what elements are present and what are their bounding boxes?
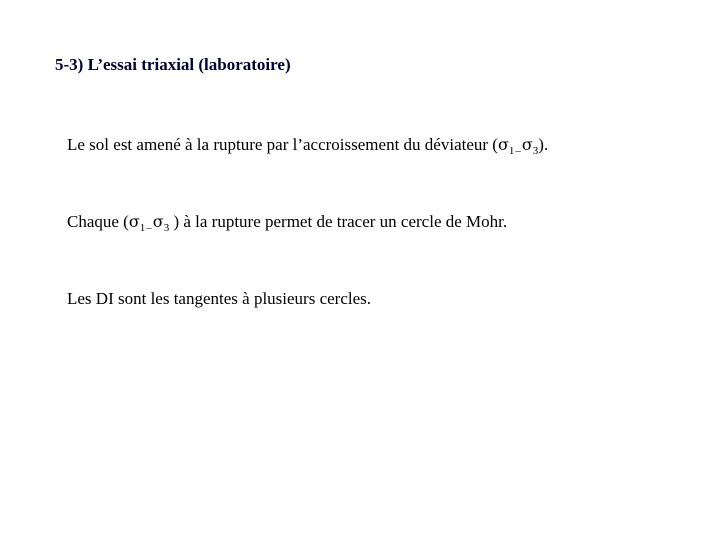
sigma-1-symbol: σ — [497, 135, 509, 154]
paragraph-mohr-circle — [67, 212, 507, 234]
sigma-3-subscript: 3 — [532, 145, 539, 157]
paragraph-tangents: Les DI sont les tangentes à plusieurs cercles. — [67, 289, 372, 308]
minus-sign: – — [146, 222, 152, 234]
paragraph-deviator — [67, 135, 548, 157]
paragraph-mohr-end: ) à la rupture permet de tracer un cercle de Mohr. — [169, 212, 508, 231]
sigma-1-subscript: 1 — [139, 222, 146, 234]
sigma-3-symbol: σ — [521, 135, 533, 154]
sigma-1-symbol: σ — [128, 212, 140, 231]
paragraph-deviator-end: ). — [538, 135, 549, 154]
sigma-3-symbol: σ — [152, 212, 164, 231]
minus-sign: – — [515, 145, 521, 157]
paragraph-mohr-text: Chaque ( — [67, 212, 129, 231]
paragraph-deviator-text: Le sol est amené à la rupture par l’accroissement du déviateur ( — [67, 135, 498, 154]
slide-title: 5-3) L’essai triaxial (laboratoire) — [55, 55, 291, 74]
sigma-1-subscript: 1 — [508, 145, 515, 157]
sigma-3-subscript: 3 — [163, 222, 170, 234]
